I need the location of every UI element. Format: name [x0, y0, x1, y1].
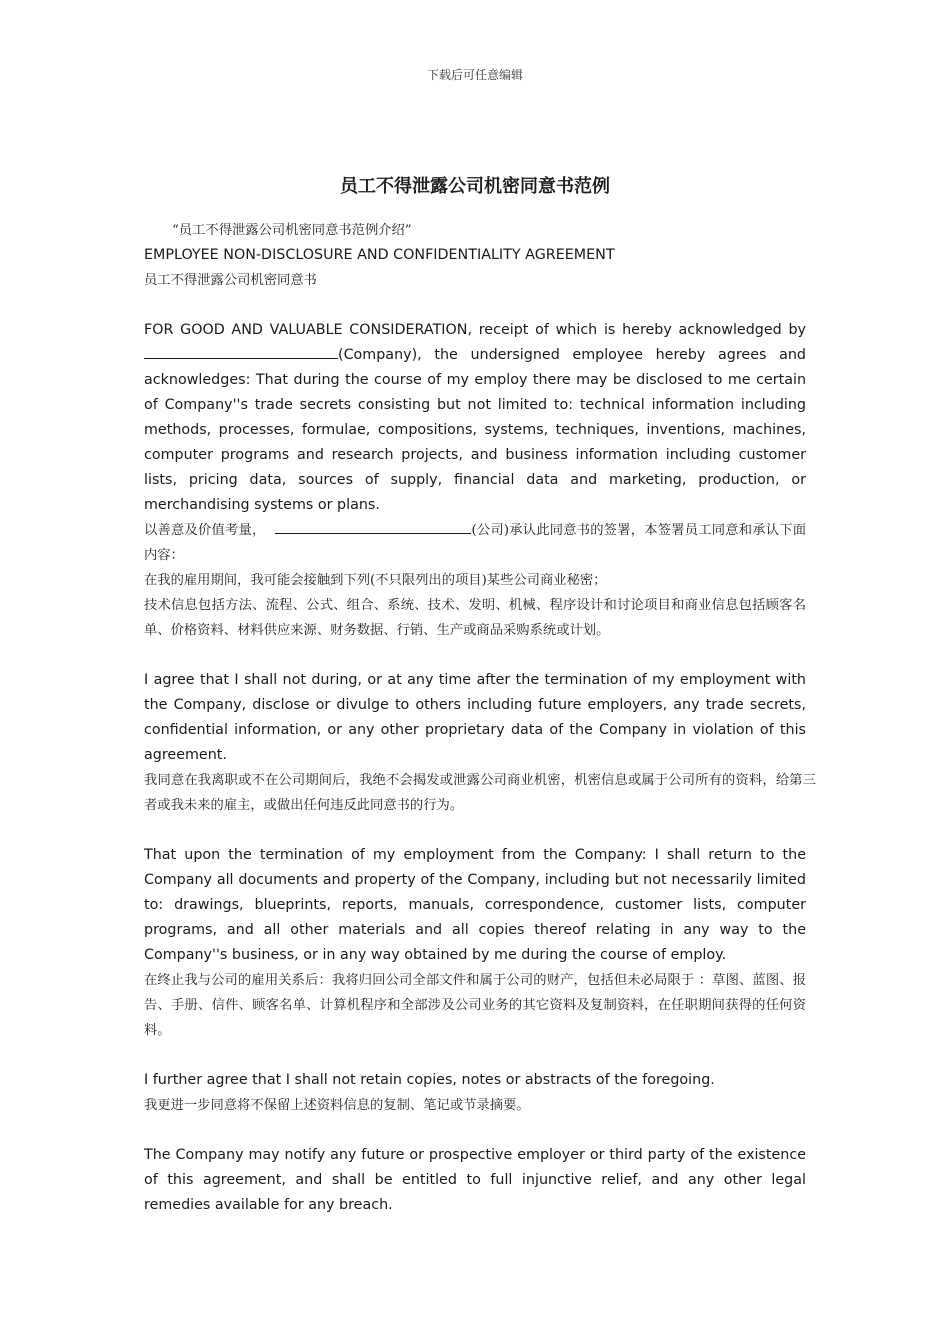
return-property-english: That upon the termination of my employment from the Company: I shall return to the Company all documents and property of the Company, including but not necessarily limited to: drawings, blueprints, reports, manuals, correspondence, customer lists, computer programs, and all other materials and all copies thereof relating in any way to the Company''s business, or in any way obtained by me during the course of employ.: [144, 847, 806, 963]
section-nondisclosure: [144, 668, 816, 818]
section-notification: [144, 1143, 806, 1218]
no-copies-chinese: 我更进一步同意将不保留上述资料信息的复制、笔记或节录摘要。: [144, 1098, 530, 1113]
consideration-english-lead: FOR GOOD AND VALUABLE CONSIDERATION, receipt of which is hereby acknowledged by: [144, 322, 806, 338]
consideration-chinese-lead: 以善意及价值考量，: [144, 523, 266, 538]
document-title: 员工不得泄露公司机密同意书范例: [340, 176, 610, 197]
section-no-copies: [144, 1068, 806, 1118]
consideration-chinese-line3: 技术信息包括方法、流程、公式、组合、系统、技术、发明、机械、程序设计和讨论项目和商业信息包括顾客名单、价格资料、材料供应来源、财务数据、行销、生产或商品采购系统或计划。: [144, 598, 806, 638]
nondisclosure-chinese: 我同意在我离职或不在公司期间后，我绝不会揭发或泄露公司商业机密，机密信息或属于公司所有的资料，给第三者或我未来的雇主，或做出任何违反此同意书的行为。: [144, 773, 816, 813]
consideration-chinese-body: (公司)承认此同意书的签署，本签署员工同意和承认下面内容：: [144, 523, 807, 563]
no-copies-english: I further agree that I shall not retain copies, notes or abstracts of the foregoing.: [144, 1072, 715, 1088]
chinese-heading: 员工不得泄露公司机密同意书: [144, 273, 317, 288]
intro-quote: “员工不得泄露公司机密同意书范例介绍”: [172, 223, 412, 238]
consideration-english: [144, 318, 806, 518]
paragraph-gap: [144, 1043, 806, 1068]
section-consideration: [144, 318, 806, 643]
paragraph-gap: [144, 1118, 806, 1143]
paragraph-gap: [144, 818, 806, 843]
company-name-blank: [144, 344, 338, 359]
company-name-blank-zh: [275, 519, 471, 534]
return-property-chinese: 在终止我与公司的雇用关系后：我将归回公司全部文件和属于公司的财产，包括但未必局限于 ：草图、蓝图、报告、手册、信件、顾客名单、计算机程序和全部涉及公司业务的其它资料及复制资料，在任职期间获得的任何资料。: [144, 973, 806, 1038]
document-body: [144, 218, 816, 1218]
english-heading: EMPLOYEE NON-DISCLOSURE AND CONFIDENTIALITY AGREEMENT: [144, 247, 615, 263]
consideration-chinese-line2: 在我的雇用期间，我可能会接触到下列(不只限列出的项目)某些公司商业秘密；: [144, 573, 607, 588]
section-return-property: [144, 843, 806, 1043]
paragraph-gap: [144, 643, 806, 668]
consideration-chinese: [144, 518, 806, 568]
nondisclosure-english: I agree that I shall not during, or at any time after the termination of my employment with the Company, disclose or divulge to others including future employers, any trade secrets, confidential information, or any other proprietary data of the Company in violation of this agreement.: [144, 672, 806, 763]
notification-english: The Company may notify any future or prospective employer or third party of the existence of this agreement, and shall be entitled to full injunctive relief, and any other legal remedies available for any breach.: [144, 1147, 806, 1213]
paragraph-gap: [144, 293, 806, 318]
consideration-english-body: (Company), the undersigned employee hereby agrees and acknowledges: That during the course of my employ there may be disclosed to me certain of Company''s trade secrets consisting but not limited to: technical information including methods, processes, formulae, compositions, systems, techniques, inventions, machines, computer programs and research projects, and business information including customer lists, pricing data, sources of supply, financial data and marketing, production, or merchandising systems or plans.: [144, 347, 806, 513]
page-header-note: 下载后可任意编辑: [426, 68, 523, 82]
